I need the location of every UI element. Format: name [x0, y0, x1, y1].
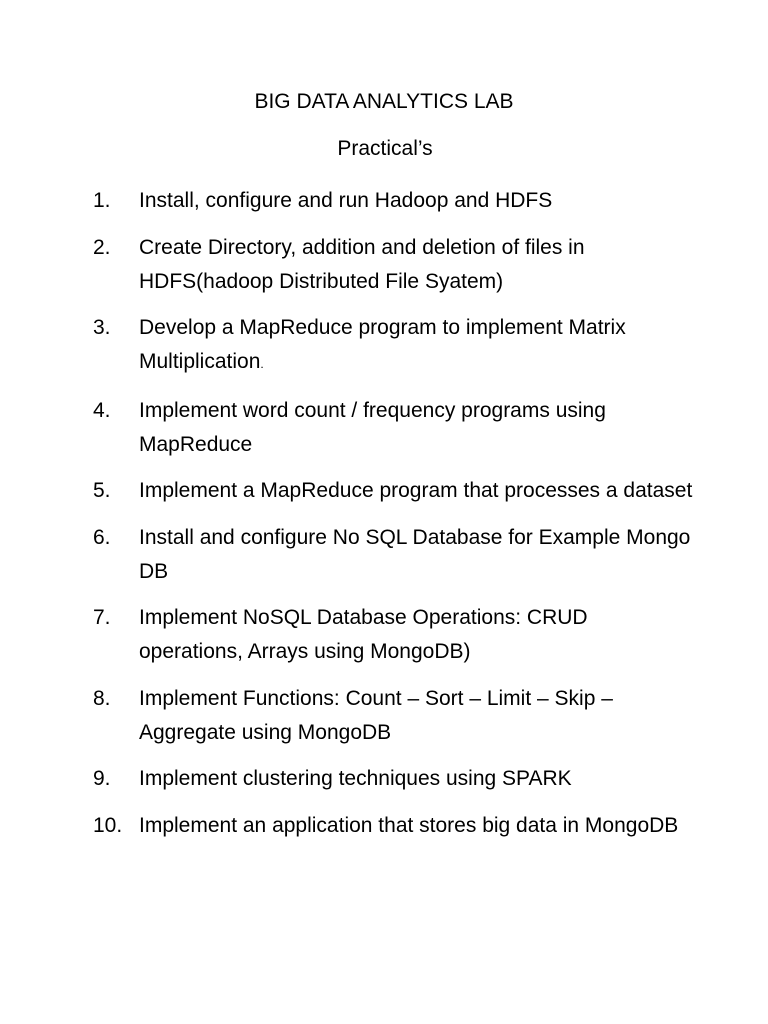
list-item-number: 2. [93, 235, 111, 259]
list-item [93, 231, 693, 299]
list-item [93, 394, 693, 462]
list-item [93, 762, 693, 796]
document-title: BIG DATA ANALYTICS LAB [254, 90, 514, 113]
list-item-number: 3. [93, 316, 111, 339]
list-item-text: Implement Functions: Count – Sort – Limit – Skip – Aggregate using MongoDB [139, 686, 613, 744]
list-item-text: Implement NoSQL Database Operations: CRUD operations, Arrays using MongoDB) [139, 606, 588, 663]
list-item-text-wrapper [139, 311, 693, 381]
list-item [93, 311, 693, 381]
practicals-list [93, 184, 693, 855]
list-item [93, 474, 693, 508]
list-item-number: 5. [93, 479, 111, 502]
list-item-number: 8. [93, 686, 111, 710]
list-item-text: Create Directory, addition and deletion of files in HDFS(hadoop Distributed File Syatem) [139, 235, 585, 293]
list-item-text: Implement word count / frequency programs using MapReduce [139, 398, 606, 456]
list-item [93, 601, 693, 669]
trailing-dot: . [260, 357, 264, 371]
list-item [93, 521, 693, 589]
list-item-text: Implement clustering techniques using SPARK [139, 767, 572, 790]
list-item-number: 10. [93, 813, 123, 837]
list-item-text: Install and configure No SQL Database for Example Mongo DB [139, 525, 691, 583]
list-item-text: Install, configure and run Hadoop and HDFS [139, 189, 553, 212]
list-item [93, 184, 693, 218]
list-item-number: 7. [93, 606, 111, 629]
list-item-number: 9. [93, 767, 111, 790]
list-item-text: Implement an application that stores big data in MongoDB [139, 813, 679, 837]
list-item-text: Develop a MapReduce program to implement Matrix Multiplication [139, 316, 626, 373]
document-subtitle: Practical’s [337, 137, 433, 160]
list-item [93, 682, 693, 750]
list-item [93, 809, 693, 843]
list-item-number: 4. [93, 398, 111, 422]
list-item-text: Implement a MapReduce program that processes a dataset [139, 479, 693, 502]
list-item-number: 6. [93, 525, 111, 549]
list-item-number: 1. [93, 189, 111, 212]
